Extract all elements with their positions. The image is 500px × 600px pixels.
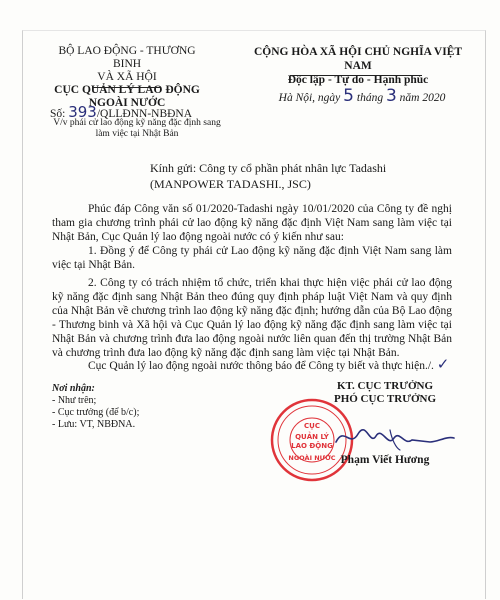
year-text: năm 2020 xyxy=(399,92,446,104)
stamp-text-top: CỤC xyxy=(304,422,320,430)
national-motto xyxy=(248,45,468,87)
handwritten-doc-number: 393 xyxy=(68,103,97,121)
stamp-text-mid1: QUẢN LÝ xyxy=(295,433,329,441)
closing-text: Cục Quản lý lao động ngoài nước thông báo để Công ty biết và thực hiện./. xyxy=(88,360,434,372)
motto: Độc lập - Tự do - Hạnh phúc xyxy=(287,74,429,86)
recipient-line: Kính gửi: Công ty cổ phần phát nhân lực Tadashi xyxy=(150,161,387,175)
body-paragraph-responsibility: 2. Công ty có trách nhiệm tổ chức, triển khai thực hiện việc phái cử lao động kỹ năng đặc định sang Nhật Bản theo đúng quy định pháp luật Việt Nam và quy định của Nhật Bản về chương trình lao động kỹ năng đặc định; hướng dẫn của Bộ Lao động - Thương binh và Xã hội và Cục Quản lý lao động kỹ năng đặc định sang làm việc tại Nhật Bản và chương trình đưa lao động ngoài nước liên quan đến thị trường Nhật Bản và chương trình đưa lao động kỹ năng đặc định sang làm việc tại Nhật Bản. xyxy=(52,277,452,359)
doc-number-suffix: /QLLĐNN-NBĐNA xyxy=(96,108,193,120)
body-paragraph-reply: Phúc đáp Công văn số 01/2020-Tadashi ngày 10/01/2020 của Công ty đề nghị tham gia chương trình phái cử lao động kỹ năng đặc định Việt Nam sang làm việc tại Nhật Bản, Cục Quản lý lao động ngoài nước có ý kiến như sau: xyxy=(52,203,452,243)
body-paragraph-approval: 1. Đồng ý để Công ty phái cử Lao động kỹ năng đặc định Việt Nam sang làm việc tại Nhật Bản. xyxy=(52,245,452,271)
body-paragraph-closing xyxy=(52,357,452,373)
signer-name: Phạm Viết Hương xyxy=(340,454,430,466)
signer-authority: KT. CỤC TRƯỞNG xyxy=(336,380,434,392)
month-word: tháng xyxy=(356,92,384,104)
stamp-text-mid2: LAO ĐỘNG xyxy=(291,442,333,450)
country-name: CỘNG HÒA XÃ HỘI CHỦ NGHĨA VIỆT NAM xyxy=(253,46,463,72)
header-left-divider xyxy=(92,87,160,88)
ministry-name-cont: VÀ XÃ HỘI xyxy=(97,71,157,83)
recipients-list xyxy=(52,383,139,431)
recipient xyxy=(150,160,430,192)
handwritten-day: 5 xyxy=(343,86,354,106)
header-right-divider xyxy=(290,75,422,76)
recipients-item: - Như trên; xyxy=(52,395,97,406)
handwritten-check-mark: ✓ xyxy=(436,355,450,373)
department-name-cont: NGOÀI NƯỚC xyxy=(88,97,166,109)
recipient-english-name: (MANPOWER TADASHI., JSC) xyxy=(150,177,311,191)
document-subject: V/v phái cử lao động kỹ năng đặc định sang làm việc tại Nhật Bản xyxy=(53,118,221,139)
handwritten-signature xyxy=(330,418,460,454)
issuing-agency xyxy=(52,45,202,110)
handwritten-month: 3 xyxy=(385,86,397,106)
stamp-text-bot: NGOÀI NƯỚC xyxy=(288,454,336,462)
ministry-name: BỘ LAO ĐỘNG - THƯƠNG BINH xyxy=(58,45,196,70)
issue-date xyxy=(262,86,462,106)
recipients-item: - Cục trưởng (để b/c); xyxy=(52,407,140,418)
recipients-title: Nơi nhận: xyxy=(52,383,95,394)
recipients-item: - Lưu: VT, NBĐNA. xyxy=(52,419,136,430)
signer-position: PHÓ CỤC TRƯỞNG xyxy=(333,393,437,405)
date-prefix: Hà Nội, ngày xyxy=(278,92,341,104)
doc-number-prefix: Số: xyxy=(50,108,66,120)
department-name: CỤC QUẢN LÝ LAO ĐỘNG xyxy=(54,84,200,96)
